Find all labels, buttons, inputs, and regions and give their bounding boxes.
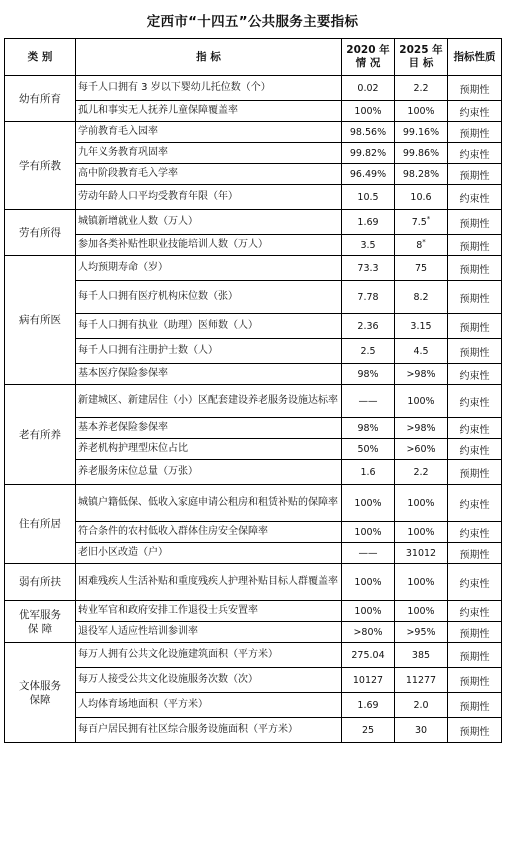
property-cell: 约束性	[448, 364, 502, 385]
table-row	[5, 364, 502, 385]
category-cell: 弱有所扶	[5, 564, 76, 601]
property-cell: 预期性	[448, 460, 502, 485]
category-cell: 学有所教	[5, 122, 76, 210]
property-cell: 预期性	[448, 339, 502, 364]
header-2020	[342, 39, 395, 76]
property-cell: 预期性	[448, 543, 502, 564]
property-cell: 预期性	[448, 256, 502, 281]
value-2025-cell	[395, 668, 448, 693]
value-2025-cell	[395, 522, 448, 543]
header-property: 指标性质	[448, 39, 502, 76]
value-2025-text: >60%	[406, 443, 436, 455]
header-2020-line2: 情 况	[355, 57, 381, 69]
value-2025-cell	[395, 418, 448, 439]
value-2020-cell: 100%	[342, 522, 395, 543]
property-cell: 约束性	[448, 564, 502, 601]
value-2025-text: 10.6	[410, 191, 432, 203]
value-2020-cell: 1.6	[342, 460, 395, 485]
value-2025-text: 100%	[407, 395, 435, 407]
value-2025-text: 7.5	[411, 216, 427, 228]
indicator-cell: 每百户居民拥有社区综合服务设施面积（平方米）	[76, 718, 342, 743]
table-row	[5, 668, 502, 693]
property-cell: 预期性	[448, 210, 502, 235]
value-2020-cell: 50%	[342, 439, 395, 460]
property-cell: 预期性	[448, 668, 502, 693]
value-2025-text: 30	[414, 724, 428, 736]
property-cell: 预期性	[448, 76, 502, 101]
table-row	[5, 564, 502, 601]
property-cell: 预期性	[448, 643, 502, 668]
indicator-cell: 城镇户籍低保、低收入家庭申请公租房和租赁补贴的保障率	[76, 485, 342, 522]
indicator-cell: 每万人接受公共文化设施服务次数（次）	[76, 668, 342, 693]
table-row	[5, 385, 502, 418]
indicator-cell: 人均预期寿命（岁）	[76, 256, 342, 281]
value-2020-cell: 99.82%	[342, 143, 395, 164]
value-2020-cell: 1.69	[342, 693, 395, 718]
category-cell: 幼有所育	[5, 76, 76, 122]
property-cell: 预期性	[448, 235, 502, 256]
value-2025-text: 100%	[407, 526, 435, 538]
value-2025-cell	[395, 718, 448, 743]
value-2020-cell: 7.78	[342, 281, 395, 314]
table-row	[5, 622, 502, 643]
table-row	[5, 439, 502, 460]
table-row	[5, 143, 502, 164]
header-category: 类 别	[5, 39, 76, 76]
value-2020-cell: >80%	[342, 622, 395, 643]
table-row	[5, 339, 502, 364]
value-2025-cell	[395, 235, 448, 256]
header-2025-line2: 目 标	[408, 57, 434, 69]
indicator-cell: 每万人拥有公共文化设施建筑面积（平方米）	[76, 643, 342, 668]
value-2025-cell	[395, 339, 448, 364]
indicator-cell: 劳动年龄人口平均受教育年限（年）	[76, 185, 342, 210]
category-line1: 文体服务	[19, 679, 61, 692]
property-cell: 预期性	[448, 718, 502, 743]
footnote-mark: *	[426, 214, 431, 223]
value-2025-cell	[395, 185, 448, 210]
header-2025-line1: 2025 年	[399, 44, 443, 56]
value-2020-cell: 3.5	[342, 235, 395, 256]
category-cell	[5, 601, 76, 643]
value-2025-cell	[395, 601, 448, 622]
value-2025-text: 100%	[407, 605, 435, 617]
value-2025-cell	[395, 693, 448, 718]
indicator-cell: 九年义务教育巩固率	[76, 143, 342, 164]
value-2020-cell: 10.5	[342, 185, 395, 210]
property-cell: 预期性	[448, 122, 502, 143]
indicator-cell: 每千人口拥有医疗机构床位数（张）	[76, 281, 342, 314]
value-2025-cell	[395, 622, 448, 643]
category-line2: 保 障	[27, 622, 53, 635]
table-row	[5, 314, 502, 339]
value-2025-text: 2.2	[413, 466, 429, 478]
table-row	[5, 256, 502, 281]
property-cell: 约束性	[448, 385, 502, 418]
property-cell: 约束性	[448, 439, 502, 460]
value-2020-cell: 98.56%	[342, 122, 395, 143]
table-row	[5, 601, 502, 622]
value-2025-cell	[395, 122, 448, 143]
indicator-cell: 基本医疗保险参保率	[76, 364, 342, 385]
indicator-cell: 高中阶段教育毛入学率	[76, 164, 342, 185]
value-2025-cell	[395, 385, 448, 418]
value-2025-text: 75	[414, 262, 428, 274]
indicator-cell: 困难残疾人生活补贴和重度残疾人护理补贴目标人群覆盖率	[76, 564, 342, 601]
value-2025-text: >98%	[406, 368, 436, 380]
table-row	[5, 281, 502, 314]
value-2025-cell	[395, 543, 448, 564]
value-2025-text: 100%	[407, 576, 435, 588]
value-2025-text: 4.5	[413, 345, 429, 357]
value-2025-cell	[395, 256, 448, 281]
value-2025-cell	[395, 364, 448, 385]
category-line1: 优军服务	[19, 608, 61, 621]
value-2025-cell	[395, 460, 448, 485]
indicator-cell: 每千人口拥有注册护士数（人）	[76, 339, 342, 364]
table-row	[5, 210, 502, 235]
category-cell: 老有所养	[5, 385, 76, 485]
table-row	[5, 718, 502, 743]
table-row	[5, 185, 502, 210]
table-row	[5, 485, 502, 522]
indicator-cell: 孤儿和事实无人抚养儿童保障覆盖率	[76, 101, 342, 122]
value-2020-cell: 1.69	[342, 210, 395, 235]
value-2025-text: 31012	[405, 547, 437, 559]
table-row	[5, 101, 502, 122]
property-cell: 预期性	[448, 281, 502, 314]
indicator-cell: 养老服务床位总量（万张）	[76, 460, 342, 485]
table-row	[5, 460, 502, 485]
value-2020-cell: 100%	[342, 485, 395, 522]
indicator-cell: 转业军官和政府安排工作退役士兵安置率	[76, 601, 342, 622]
footnote-mark: *	[422, 237, 426, 246]
value-2025-text: 11277	[405, 674, 437, 686]
value-2025-text: 3.15	[410, 320, 432, 332]
value-2020-cell: 275.04	[342, 643, 395, 668]
table-row	[5, 122, 502, 143]
value-2025-cell	[395, 643, 448, 668]
page-title: 定西市“十四五”公共服务主要指标	[146, 14, 359, 30]
indicators-table	[4, 38, 502, 743]
header-indicator: 指 标	[76, 39, 342, 76]
value-2025-cell	[395, 564, 448, 601]
value-2020-cell: 73.3	[342, 256, 395, 281]
value-2025-text: 385	[411, 649, 431, 661]
header-2025	[395, 39, 448, 76]
indicator-cell: 养老机构护理型床位占比	[76, 439, 342, 460]
value-2025-text: 99.86%	[402, 147, 440, 159]
category-cell: 病有所医	[5, 256, 76, 385]
property-cell: 预期性	[448, 693, 502, 718]
value-2025-text: >98%	[406, 422, 436, 434]
value-2025-cell	[395, 101, 448, 122]
indicator-cell: 符合条件的农村低收入群体住房安全保障率	[76, 522, 342, 543]
value-2025-cell	[395, 164, 448, 185]
property-cell: 约束性	[448, 143, 502, 164]
table-row	[5, 164, 502, 185]
category-cell: 住有所居	[5, 485, 76, 564]
indicator-cell: 城镇新增就业人数（万人）	[76, 210, 342, 235]
value-2025-text: 2.2	[413, 82, 429, 94]
value-2020-cell: 98%	[342, 364, 395, 385]
property-cell: 约束性	[448, 101, 502, 122]
table-row	[5, 522, 502, 543]
value-2025-cell	[395, 210, 448, 235]
value-2025-text: 98.28%	[402, 168, 440, 180]
value-2020-cell: 2.5	[342, 339, 395, 364]
value-2025-text: 100%	[407, 497, 435, 509]
table-body	[5, 76, 502, 743]
value-2025-text: 100%	[407, 105, 435, 117]
value-2020-cell: ——	[342, 385, 395, 418]
table-row	[5, 643, 502, 668]
value-2025-text: 99.16%	[402, 126, 440, 138]
value-2020-cell: 25	[342, 718, 395, 743]
indicator-cell: 人均体育场地面积（平方米）	[76, 693, 342, 718]
indicator-cell: 每千人口拥有执业（助理）医师数（人）	[76, 314, 342, 339]
table-row	[5, 543, 502, 564]
value-2025-text: >95%	[406, 626, 436, 638]
property-cell: 约束性	[448, 418, 502, 439]
property-cell: 预期性	[448, 164, 502, 185]
indicator-cell: 退役军人适应性培训参训率	[76, 622, 342, 643]
value-2025-cell	[395, 485, 448, 522]
property-cell: 预期性	[448, 622, 502, 643]
property-cell: 约束性	[448, 485, 502, 522]
header-2020-line1: 2020 年	[346, 44, 390, 56]
value-2020-cell: 100%	[342, 601, 395, 622]
value-2020-cell: 96.49%	[342, 164, 395, 185]
indicator-cell: 基本养老保险参保率	[76, 418, 342, 439]
indicator-cell: 学前教育毛入园率	[76, 122, 342, 143]
category-line2: 保障	[29, 693, 51, 706]
value-2020-cell: ——	[342, 543, 395, 564]
value-2025-cell	[395, 76, 448, 101]
indicator-cell: 参加各类补贴性职业技能培训人数（万人）	[76, 235, 342, 256]
property-cell: 预期性	[448, 314, 502, 339]
category-cell	[5, 643, 76, 743]
value-2025-text: 2.0	[413, 699, 429, 711]
value-2020-cell: 10127	[342, 668, 395, 693]
header-row	[5, 39, 502, 76]
table-row	[5, 76, 502, 101]
value-2025-cell	[395, 439, 448, 460]
value-2025-cell	[395, 314, 448, 339]
value-2025-text: 8	[416, 239, 423, 251]
table-row	[5, 418, 502, 439]
indicator-cell: 老旧小区改造（户）	[76, 543, 342, 564]
value-2020-cell: 0.02	[342, 76, 395, 101]
value-2025-cell	[395, 281, 448, 314]
property-cell: 约束性	[448, 601, 502, 622]
property-cell: 约束性	[448, 185, 502, 210]
value-2025-cell	[395, 143, 448, 164]
property-cell: 约束性	[448, 522, 502, 543]
table-row	[5, 693, 502, 718]
category-cell: 劳有所得	[5, 210, 76, 256]
value-2020-cell: 2.36	[342, 314, 395, 339]
value-2020-cell: 100%	[342, 564, 395, 601]
value-2020-cell: 98%	[342, 418, 395, 439]
indicator-cell: 新建城区、新建居住（小）区配套建设养老服务设施达标率	[76, 385, 342, 418]
value-2020-cell: 100%	[342, 101, 395, 122]
value-2025-text: 8.2	[413, 291, 429, 303]
table-row	[5, 235, 502, 256]
indicator-cell: 每千人口拥有 3 岁以下婴幼儿托位数（个）	[76, 76, 342, 101]
